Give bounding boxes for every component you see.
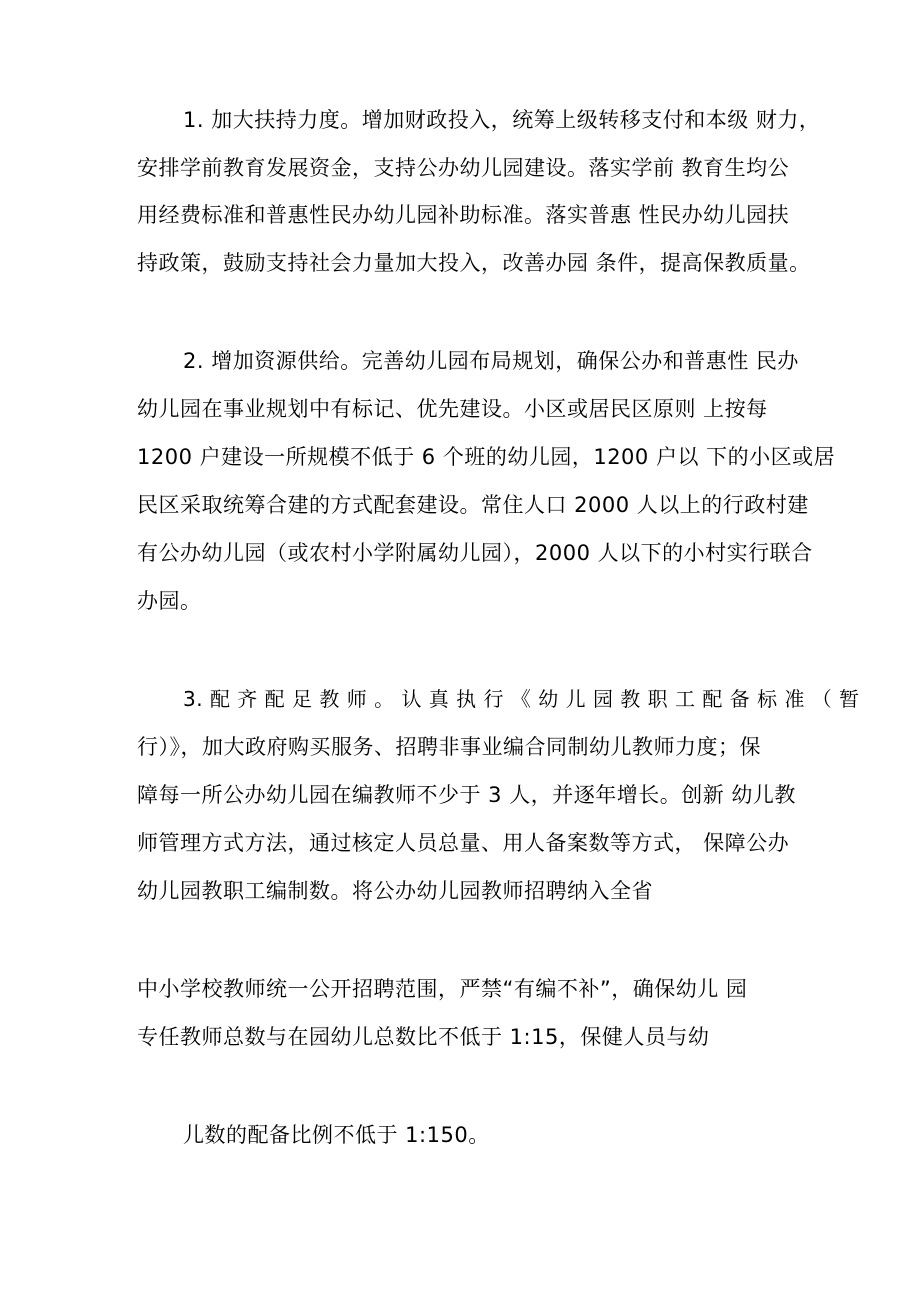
paragraph-line: 师管理方式方法，通过核定人员总量、用人备案数等方式， 保障公办: [137, 831, 790, 855]
paragraph-line: 行）》，加大政府购买服务、招聘非事业编合同制幼儿教师力度；保: [137, 735, 761, 759]
paragraph-line: 专任教师总数与在园幼儿总数比不低于 1:15，保健人员与幼: [137, 1025, 710, 1049]
paragraph-line: 1200 户建设一所规模不低于 6 个班的幼儿园，1200 户以 下的小区或居: [137, 445, 836, 469]
paragraph-line: 儿数的配备比例不低于 1:150。: [183, 1123, 490, 1147]
paragraph-line: 1. 加大扶持力度。增加财政投入，统筹上级转移支付和本级 财力，: [183, 108, 821, 132]
paragraph-line: 安排学前教育发展资金，支持公办幼儿园建设。落实学前 教育生均公: [137, 156, 790, 180]
paragraph-line: 3. 配 齐 配 足 教 师 。 认 真 执 行 《 幼 儿 园 教 职 工 配 备 标 准 （ 暂: [183, 687, 860, 711]
paragraph-line: 持政策，鼓励支持社会力量加大投入，改善办园 条件，提高保教质量。: [137, 251, 811, 275]
paragraph-line: 障每一所公办幼儿园在编教师不少于 3 人，并逐年增长。创新 幼儿教: [137, 783, 796, 807]
paragraph-line: 用经费标准和普惠性民办幼儿园补助标准。落实普惠 性民办幼儿园扶: [137, 203, 790, 227]
paragraph-line: 民区采取统筹合建的方式配套建设。常住人口 2000 人以上的行政村建: [137, 493, 809, 517]
paragraph-line: 有公办幼儿园（或农村小学附属幼儿园），2000 人以下的小村实行联合: [137, 541, 813, 565]
paragraph-line: 2. 增加资源供给。完善幼儿园布局规划，确保公办和普惠性 民办: [183, 349, 799, 373]
paragraph-line: 幼儿园教职工编制数。将公办幼儿园教师招聘纳入全省: [137, 879, 653, 903]
paragraph-line: 办园。: [137, 589, 202, 613]
paragraph-line: 幼儿园在事业规划中有标记、优先建设。小区或居民区原则 上按每: [137, 397, 768, 421]
paragraph-line: 中小学校教师统一公开招聘范围，严禁“有编不补”，确保幼儿 园: [137, 977, 748, 1001]
